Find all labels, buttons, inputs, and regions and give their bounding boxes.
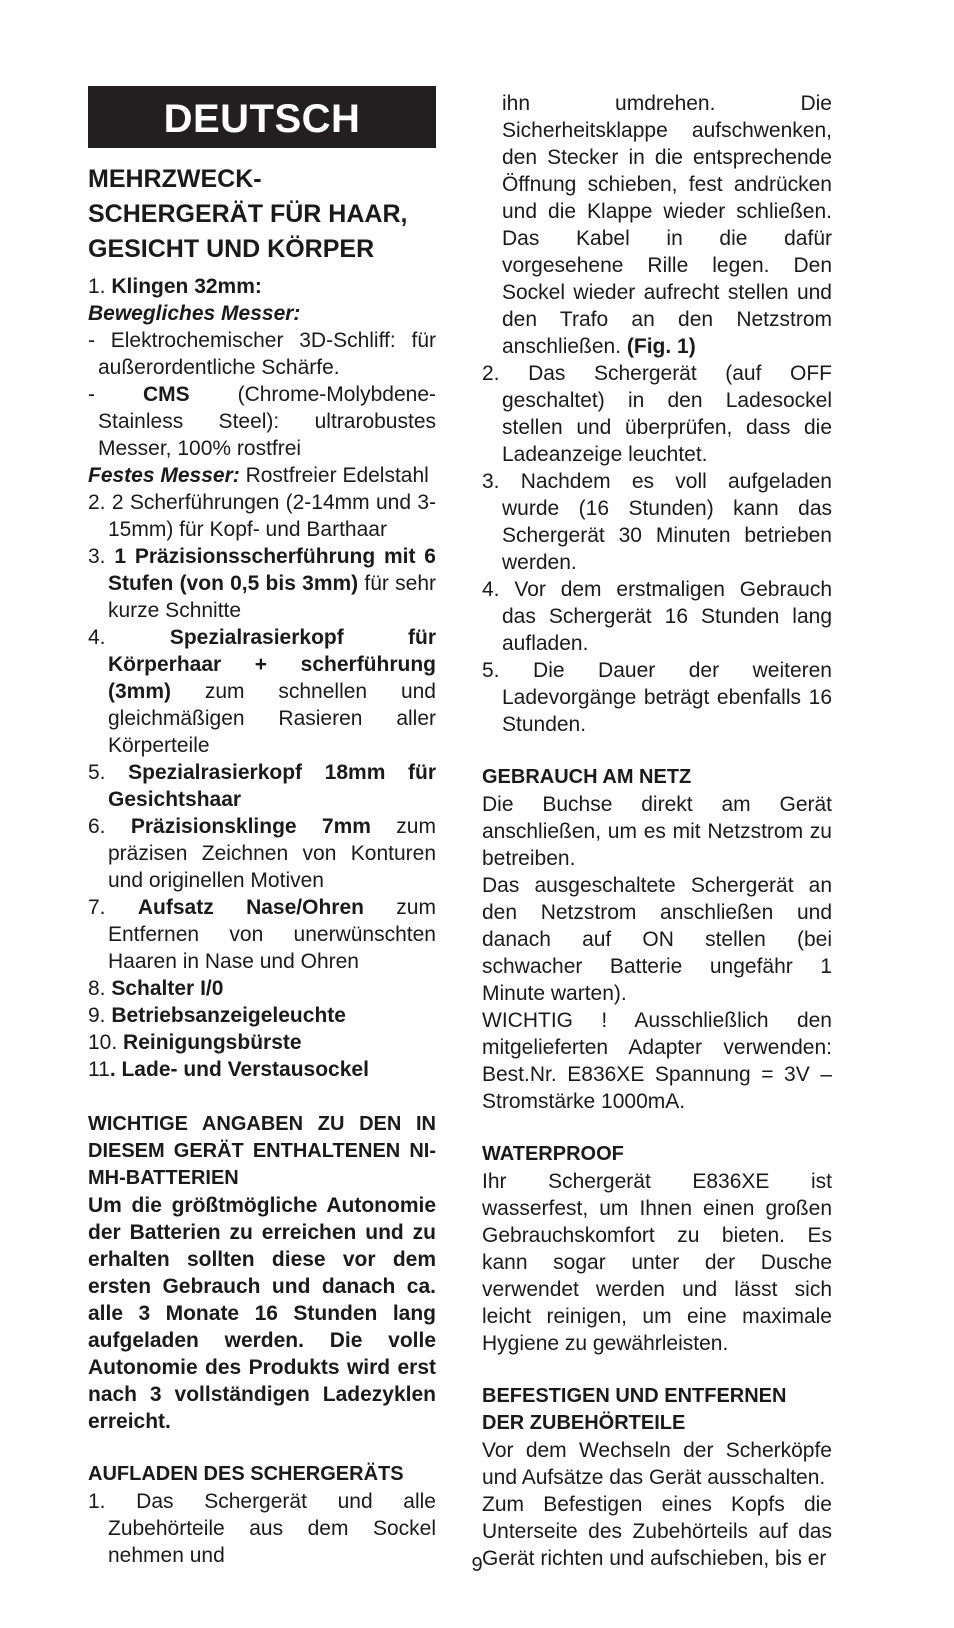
page-number: 9 xyxy=(471,1554,483,1576)
attach-heading: BEFESTIGEN UND ENTFERNEN DER ZUBEHÖRTEILE xyxy=(482,1385,787,1434)
charge-step-4: 4. Vor dem erstmaligen Gebrauch das Schergerät 16 Stunden lang aufladen. xyxy=(482,578,832,655)
charge-heading: AUFLADEN DES SCHERGERÄTS xyxy=(88,1463,404,1485)
charge-step-1-continued: ihn umdrehen. Die Sicherheitsklappe aufschwenken, den Stecker in die entsprechende Öffnung schieben, fest andrücken und die Klappe wieder schließen. Das Kabel in die dafür vorgesehene Rille legen. Den Sockel wieder aufrecht stellen und den Trafo an den Netzstrom anschließen. (Fig. 1) xyxy=(502,92,832,358)
mains-heading: GEBRAUCH AM NETZ xyxy=(482,766,692,788)
language-banner: DEUTSCH xyxy=(88,86,436,148)
product-title: MEHRZWECK-SCHERGERÄT FÜR HAAR, GESICHT UND KÖRPER xyxy=(88,165,408,263)
item-5: 5. Spezialrasierkopf 18mm für Gesichtshaar xyxy=(88,761,436,811)
charge-step-5: 5. Die Dauer der weiteren Ladevorgänge beträgt ebenfalls 16 Stunden. xyxy=(482,659,832,736)
item-2: 2. 2 Scherführungen (2-14mm und 3-15mm) für Kopf- und Barthaar xyxy=(88,491,436,541)
item-11: 11. Lade- und Verstausockel xyxy=(88,1058,369,1081)
item-1: 1. Klingen 32mm: xyxy=(88,275,262,298)
item-10: 10. Reinigungsbürste xyxy=(88,1031,302,1054)
waterproof-text: Ihr Schergerät E836XE ist wasserfest, um Ihnen einen großen Gebrauchskomfort zu bieten. Es kann sogar unter der Dusche verwendet werden und lässt sich leicht reinigen, um eine maximale Hygiene zu gewährleisten. xyxy=(482,1170,832,1355)
charge-step-1-start: 1. Das Schergerät und alle Zubehörteile aus dem Sockel nehmen und xyxy=(88,1490,436,1567)
fixed-blade: Festes Messer: Rostfreier Edelstahl xyxy=(88,464,429,487)
item-9: 9. Betriebsanzeigeleuchte xyxy=(88,1004,346,1027)
battery-text: Um die größtmögliche Autonomie der Batterien zu erreichen und zu erhalten sollten diese vor dem ersten Gebrauch und danach ca. alle 3 Monate 16 Stunden lang aufgeladen werden. Die volle Autonomie des Produkts wird erst nach 3 vollständigen Ladezyklen erreicht. xyxy=(88,1194,436,1433)
waterproof-heading: WATERPROOF xyxy=(482,1143,624,1165)
item-7: 7. Aufsatz Nase/Ohren zum Entfernen von unerwünschten Haaren in Nase und Ohren xyxy=(88,896,436,973)
battery-heading: WICHTIGE ANGABEN ZU DEN IN DIESEM GERÄT ENTHALTENEN NI-MH-BATTERIEN xyxy=(88,1113,436,1189)
item-8: 8. Schalter I/0 xyxy=(88,977,224,1000)
moving-blade-label: Bewegliches Messer: xyxy=(88,302,301,325)
attach-paragraph-2: Zum Befestigen eines Kopfs die Unterseite des Zubehörteils auf das Gerät richten und aufschieben, bis er xyxy=(482,1493,832,1570)
moving-blade-point-1: - Elektrochemischer 3D-Schliff: für außerordentliche Schärfe. xyxy=(88,329,436,379)
item-3: 3. 1 Präzisionsscherführung mit 6 Stufen (von 0,5 bis 3mm) für sehr kurze Schnitte xyxy=(88,545,437,622)
right-column xyxy=(482,90,832,1572)
mains-paragraph-2: Das ausgeschaltete Schergerät an den Netzstrom anschließen und danach auf ON stellen (bei schwacher Batterie ungefähr 1 Minute warten). xyxy=(482,874,832,1005)
mains-paragraph-3: WICHTIG ! Ausschließlich den mitgelieferten Adapter verwenden: Best.Nr. E836XE Spannung = 3V – Stromstärke 1000mA. xyxy=(482,1009,832,1113)
mains-paragraph-1: Die Buchse direkt am Gerät anschließen, um es mit Netzstrom zu betreiben. xyxy=(482,793,832,870)
item-6: 6. Präzisionsklinge 7mm zum präzisen Zeichnen von Konturen und originellen Motiven xyxy=(88,815,436,892)
left-column xyxy=(88,86,436,1569)
charge-step-3: 3. Nachdem es voll aufgeladen wurde (16 Stunden) kann das Schergerät 30 Minuten betrieben werden. xyxy=(482,470,832,574)
charge-step-2: 2. Das Schergerät (auf OFF geschaltet) in den Ladesockel stellen und überprüfen, dass die Ladeanzeige leuchtet. xyxy=(482,362,832,466)
item-4: 4. Spezialrasierkopf für Körperhaar + scherführung (3mm) zum schnellen und gleichmäßigen Rasieren aller Körperteile xyxy=(88,626,436,757)
attach-paragraph-1: Vor dem Wechseln der Scherköpfe und Aufsätze das Gerät ausschalten. xyxy=(482,1439,832,1489)
moving-blade-point-2: - CMS (Chrome-Molybdene-Stainless Steel): ultrarobustes Messer, 100% rostfrei xyxy=(88,383,436,460)
